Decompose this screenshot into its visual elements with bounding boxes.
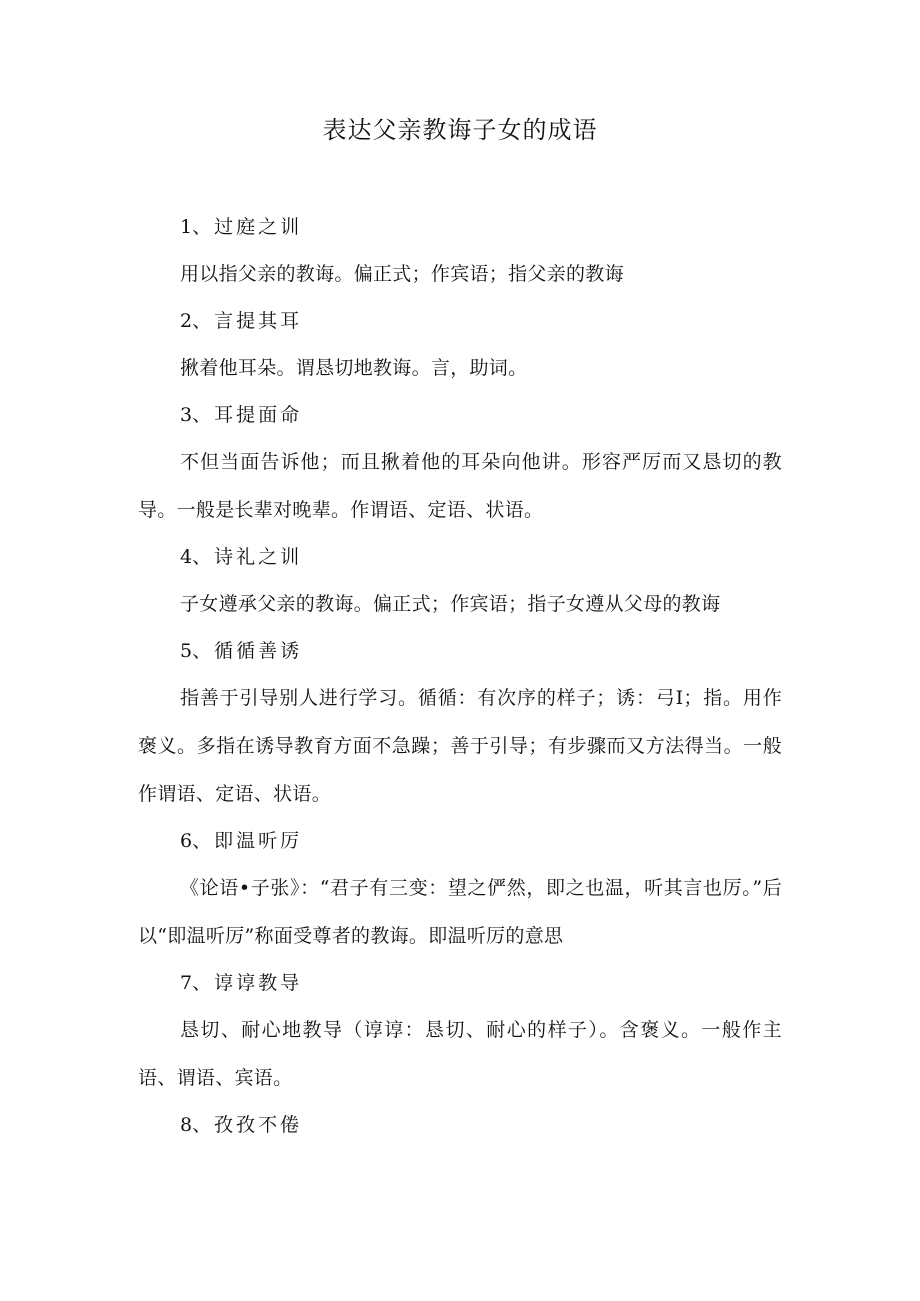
idiom-definition: 用以指父亲的教诲。偏正式；作宾语；指父亲的教诲 xyxy=(180,263,624,285)
idiom-separator: 、 xyxy=(192,546,215,568)
idiom-heading xyxy=(138,960,782,1006)
idiom-number: 7 xyxy=(180,972,193,994)
idiom-name: 谆谆教导 xyxy=(214,972,303,994)
idiom-heading xyxy=(138,818,782,864)
idiom-number: 6 xyxy=(180,830,193,852)
idiom-number: 8 xyxy=(180,1114,193,1136)
idiom-separator: 、 xyxy=(192,404,215,426)
idiom-separator: 、 xyxy=(192,972,215,994)
idiom-entry-8 xyxy=(138,1102,782,1148)
idiom-separator: 、 xyxy=(192,216,215,238)
idiom-definition: 指善于引导别人进行学习。循循：有次序的样子；诱：弓I；指。用作褒义。多指在诱导教育方面不急躁；善于引导；有步骤而又方法得当。一般作谓语、定语、状语。 xyxy=(138,687,782,805)
idiom-entry-7 xyxy=(138,960,782,1102)
idiom-name: 即温听厉 xyxy=(214,830,303,852)
idiom-definition: 子女遵承父亲的教诲。偏正式；作宾语；指子女遵从父母的教诲 xyxy=(180,593,721,615)
idiom-entry-3 xyxy=(138,392,782,534)
idiom-heading xyxy=(138,628,782,674)
idiom-separator: 、 xyxy=(192,830,215,852)
idiom-name: 孜孜不倦 xyxy=(214,1114,303,1136)
idiom-entry-2 xyxy=(138,298,782,392)
idiom-heading xyxy=(138,1102,782,1148)
idiom-number: 3 xyxy=(180,404,193,426)
idiom-definition: 不但当面告诉他；而且揪着他的耳朵向他讲。形容严厉而又恳切的教导。一般是长辈对晚辈。作谓语、定语、状语。 xyxy=(138,451,782,521)
idiom-definition: 恳切、耐心地教导（谆谆：恳切、耐心的样子）。含褒义。一般作主语、谓语、宾语。 xyxy=(138,1019,782,1089)
idiom-separator: 、 xyxy=(192,1114,215,1136)
idiom-number: 1 xyxy=(180,216,193,238)
idiom-list xyxy=(138,204,782,1148)
idiom-heading xyxy=(138,392,782,438)
idiom-entry-4 xyxy=(138,534,782,628)
idiom-name: 耳提面命 xyxy=(214,404,303,426)
page-title: 表达父亲教诲子女的成语 xyxy=(322,116,598,144)
idiom-heading xyxy=(138,534,782,580)
idiom-number: 2 xyxy=(180,310,193,332)
idiom-name: 过庭之训 xyxy=(214,216,303,238)
idiom-name: 言提其耳 xyxy=(214,310,303,332)
idiom-heading xyxy=(138,204,782,250)
idiom-separator: 、 xyxy=(192,310,215,332)
idiom-heading xyxy=(138,298,782,344)
idiom-separator: 、 xyxy=(192,640,215,662)
idiom-definition: 揪着他耳朵。谓恳切地教诲。言，助词。 xyxy=(180,357,528,379)
idiom-name: 循循善诱 xyxy=(214,640,303,662)
idiom-definition: 《论语•子张》：“君子有三变：望之俨然，即之也温，听其言也厉。”后以“即温听厉”称面受尊者的教诲。即温听厉的意思 xyxy=(138,877,782,947)
idiom-name: 诗礼之训 xyxy=(214,546,303,568)
idiom-entry-6 xyxy=(138,818,782,960)
idiom-entry-5 xyxy=(138,628,782,818)
idiom-number: 4 xyxy=(180,546,193,568)
idiom-entry-1 xyxy=(138,204,782,298)
idiom-number: 5 xyxy=(180,640,193,662)
